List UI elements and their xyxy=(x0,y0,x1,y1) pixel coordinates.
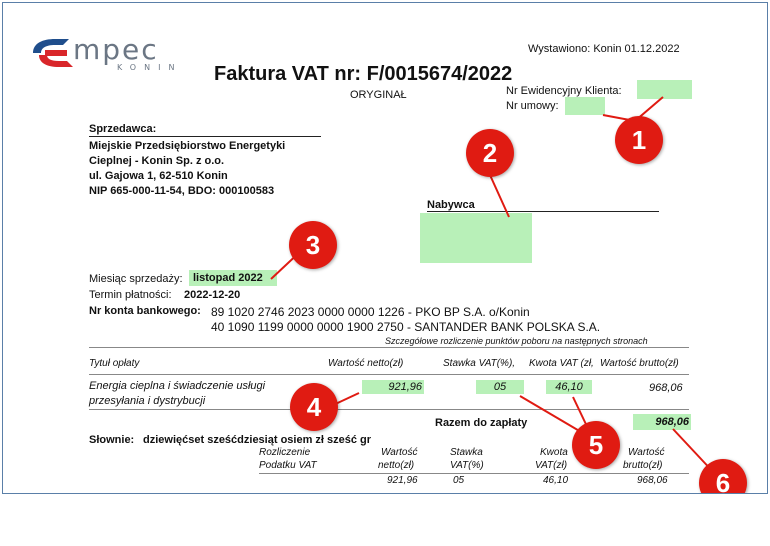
issued-date: Wystawiono: Konin 01.12.2022 xyxy=(528,43,680,55)
vat-sum-h1b: Podatku VAT xyxy=(259,460,317,471)
header-title: Tytuł opłaty xyxy=(89,358,140,369)
seller-line-3: ul. Gajowa 1, 62-510 Konin xyxy=(89,170,228,182)
vat-sum-h1a: Rozliczenie xyxy=(259,447,311,458)
callout-badge-3: 3 xyxy=(289,221,337,269)
vat-sum-gross: 968,06 xyxy=(637,475,668,486)
vat-sum-h4a: Kwota xyxy=(540,447,568,458)
total-value: 968,06 xyxy=(633,414,691,430)
row-rate: 05 xyxy=(476,380,524,394)
contract-number-label: Nr umowy: xyxy=(506,100,559,112)
header-rate: Stawka VAT(%), xyxy=(443,358,516,369)
row-title-1: Energia cieplna i świadczenie usługi xyxy=(89,380,266,392)
bank-account-1: 89 1020 2746 2023 0000 0000 1226 - PKO BP S.A. o/Konin xyxy=(211,305,530,319)
buyer-divider xyxy=(427,211,659,212)
sale-month-value: listopad 2022 xyxy=(189,270,277,286)
company-logo xyxy=(29,33,199,77)
callout-badge-2: 2 xyxy=(466,129,514,177)
logo-brand: mpec xyxy=(73,33,159,66)
vat-sum-net: 921,96 xyxy=(387,475,418,486)
in-words-value: dziewięćset sześćdziesiąt osiem zł sześć gr xyxy=(143,434,372,446)
details-note: Szczegółowe rozliczenie punktów poboru na następnych stronach xyxy=(385,336,648,346)
seller-divider xyxy=(89,136,321,137)
seller-line-2: Cieplnej - Konin Sp. z o.o. xyxy=(89,155,225,167)
header-net: Wartość netto(zł) xyxy=(328,358,404,369)
vat-sum-rate: 05 xyxy=(453,475,465,486)
sale-month-label: Miesiąc sprzedaży: xyxy=(89,273,183,285)
table-row-divider xyxy=(89,409,689,410)
due-date-value: 2022-12-20 xyxy=(184,289,241,301)
callout-badge-5: 5 xyxy=(572,421,620,469)
buyer-label: Nabywca xyxy=(427,199,475,211)
header-vat: Kwota VAT (zł, xyxy=(529,358,594,369)
row-gross: 968,06 xyxy=(649,382,683,394)
client-number-label: Nr Ewidencyjny Klienta: xyxy=(506,85,622,97)
vat-sum-h3b: VAT(%) xyxy=(450,460,484,471)
seller-label: Sprzedawca: xyxy=(89,123,157,135)
row-net: 921,96 xyxy=(362,380,424,394)
table-top-divider xyxy=(89,347,689,348)
bank-account-2: 40 1090 1199 0000 0000 1900 2750 - SANTANDER BANK POLSKA S.A. xyxy=(211,320,601,334)
row-vat: 46,10 xyxy=(546,380,592,394)
table-header-divider xyxy=(89,374,689,375)
buyer-block xyxy=(420,213,532,263)
callout-badge-1: 1 xyxy=(615,116,663,164)
due-date-label: Termin płatności: xyxy=(89,289,172,301)
vat-sum-h4b: VAT(zł) xyxy=(535,460,568,471)
vat-summary-divider xyxy=(259,473,689,474)
vat-sum-h3a: Stawka xyxy=(450,447,483,458)
seller-line-1: Miejskie Przedsiębiorstwo Energetyki xyxy=(89,140,286,152)
header-gross: Wartość brutto(zł) xyxy=(600,358,679,369)
original-label: ORYGINAŁ xyxy=(350,89,407,101)
vat-sum-vat: 46,10 xyxy=(543,475,569,486)
vat-sum-h2b: netto(zł) xyxy=(378,460,415,471)
vat-sum-h5a: Wartość xyxy=(628,447,665,458)
callout-badge-4: 4 xyxy=(290,383,338,431)
seller-line-4: NIP 665-000-11-54, BDO: 000100583 xyxy=(89,185,275,197)
total-label: Razem do zapłaty xyxy=(435,417,528,429)
row-title-2: przesyłania i dystrybucji xyxy=(89,395,206,407)
invoice-frame xyxy=(2,2,768,494)
vat-sum-h5b: brutto(zł) xyxy=(623,460,663,471)
contract-number-value xyxy=(565,97,605,115)
logo-city: KONIN xyxy=(117,63,183,72)
callout-badge-6: 6 xyxy=(699,459,747,494)
bank-account-label: Nr konta bankowego: xyxy=(89,305,201,317)
in-words-label: Słownie: xyxy=(89,434,135,446)
client-number-value xyxy=(637,80,692,99)
vat-sum-h2a: Wartość xyxy=(381,447,418,458)
invoice-title: Faktura VAT nr: F/0015674/2022 xyxy=(214,63,513,85)
